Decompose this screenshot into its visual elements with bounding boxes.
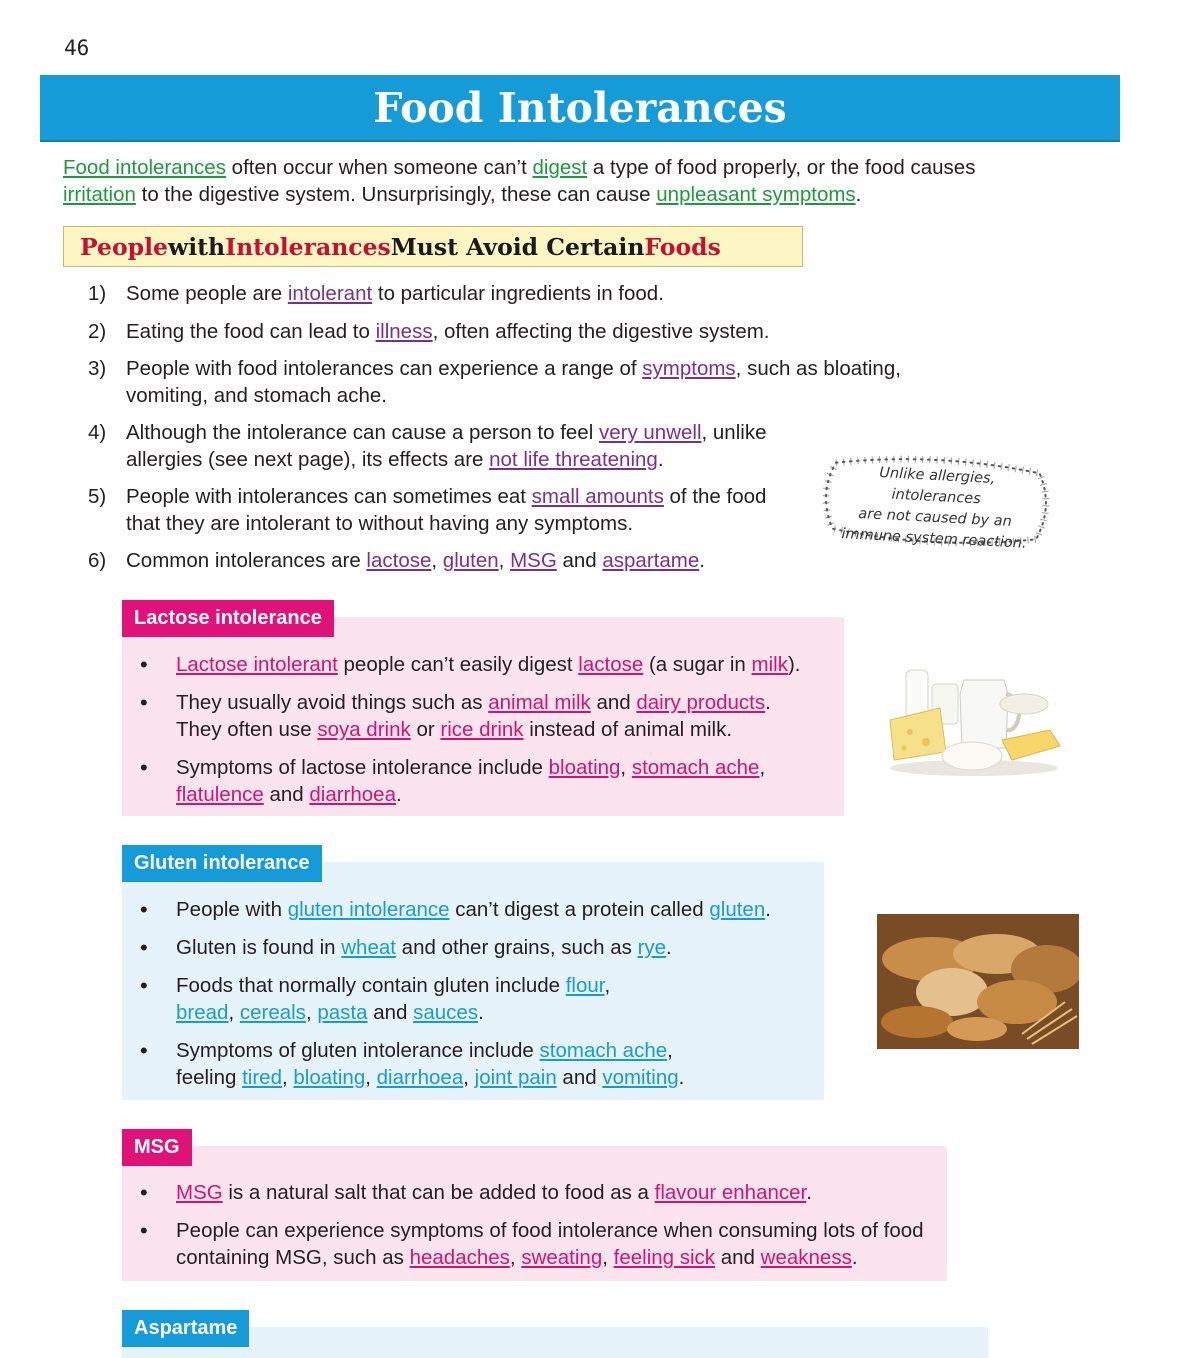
intro-text: . [855, 183, 862, 206]
intro-paragraph [63, 154, 1073, 208]
list-item [88, 281, 968, 308]
term-lactose-intolerant: Lactose intolerant [176, 653, 338, 676]
term-intolerant: intolerant [287, 282, 373, 305]
item-text: , [305, 1001, 318, 1024]
item-text: People can experience symptoms of food intolerance when consuming lots of food containing MSG, such as [176, 1219, 924, 1269]
item-text: . [666, 936, 672, 959]
heading-word: People [80, 232, 168, 261]
intro-text: a type of food properly, or the food causes [587, 156, 976, 179]
item-text: They usually avoid things such as [176, 691, 489, 714]
term-feeling-sick: feeling sick [613, 1246, 716, 1269]
item-text: , [365, 1066, 377, 1089]
page-number: 46 [64, 36, 90, 60]
lactose-bullets [122, 651, 822, 819]
term-diarrhoea: diarrhoea [376, 1066, 464, 1089]
term-lactose: lactose [578, 653, 644, 676]
item-text: feeling [176, 1066, 243, 1089]
term-symptoms: symptoms [642, 357, 736, 380]
item-text: or [410, 718, 441, 741]
item-text: ). [787, 653, 801, 676]
heading-word: Foods [644, 232, 721, 261]
item-number: 3) [88, 357, 107, 380]
gluten-bullets [122, 896, 812, 1102]
bread-illustration [877, 914, 1079, 1049]
item-number: 2) [88, 319, 107, 343]
term-joint-pain: joint pain [474, 1066, 557, 1089]
term-diarrhoea: diarrhoea [309, 783, 396, 806]
list-item [122, 1037, 812, 1091]
term-not-life-threatening: not life threatening [489, 447, 658, 471]
term-gluten: gluten [709, 898, 766, 921]
item-text: , [282, 1066, 294, 1089]
item-text: , [463, 1066, 475, 1089]
item-text: and [590, 691, 637, 714]
list-item [122, 1217, 937, 1271]
list-item [122, 651, 822, 678]
term-stomach-ache: stomach ache [539, 1039, 668, 1062]
list-item [122, 689, 822, 743]
item-text: and [263, 783, 310, 806]
item-text: , [602, 1246, 614, 1269]
item-text: Common intolerances are [126, 549, 367, 572]
item-text: and [715, 1246, 761, 1269]
item-text: . [478, 1001, 484, 1024]
item-text: , often affecting the digestive system. [432, 319, 770, 343]
item-text: , [509, 1246, 522, 1269]
item-text: Eating the food can lead to [126, 319, 376, 343]
list-item [122, 896, 812, 923]
term-animal-milk: animal milk [488, 691, 591, 714]
item-text: . [657, 447, 664, 471]
item-text: . [396, 783, 402, 806]
note-text [832, 461, 1040, 556]
item-text: and [556, 1066, 603, 1089]
item-number: 4) [88, 421, 107, 444]
term-msg: MSG [176, 1181, 223, 1204]
item-text: . [851, 1246, 858, 1269]
note-line: are not caused by an [857, 505, 1013, 530]
list-item [122, 1179, 937, 1206]
dairy-products-image [884, 660, 1064, 780]
item-text: , [620, 756, 632, 779]
item-text: , [759, 756, 766, 779]
term-soya-drink: soya drink [317, 718, 411, 741]
list-item [88, 319, 968, 346]
item-text: Foods that normally contain gluten include [176, 974, 566, 997]
page-title: Food Intolerances [373, 83, 787, 132]
term-gluten-intolerance: gluten intolerance [287, 898, 450, 921]
term-flavour-enhancer: flavour enhancer [654, 1181, 807, 1204]
aspartame-box [122, 1327, 988, 1358]
list-item [88, 484, 796, 537]
item-text: . [806, 1181, 812, 1204]
item-number: 1) [88, 282, 107, 305]
msg-heading: MSG [122, 1129, 192, 1166]
term-digest: digest [532, 156, 588, 179]
list-item [122, 934, 812, 961]
list-item [122, 754, 822, 808]
term-bread: bread [176, 1001, 229, 1024]
item-text: Although the intolerance can cause a person to feel [126, 421, 599, 444]
item-number: 5) [88, 485, 107, 508]
item-text: , [498, 549, 511, 572]
term-rye: rye [637, 936, 667, 959]
section-heading [63, 226, 803, 267]
item-text: People with food intolerances can experience a range of [126, 357, 643, 380]
item-text: They often use [176, 718, 318, 741]
term-flatulence: flatulence [176, 783, 264, 806]
term-tired: tired [242, 1066, 282, 1089]
list-item [88, 356, 976, 409]
list-item [88, 420, 796, 473]
heading-word: with [167, 232, 226, 261]
heading-word: Must Avoid Certain [390, 232, 645, 261]
term-weakness: weakness [760, 1246, 852, 1269]
term-unpleasant-symptoms: unpleasant symptoms [656, 183, 856, 206]
term-gluten: gluten [442, 549, 499, 572]
term-very-unwell: very unwell [598, 421, 702, 444]
intro-text: to the digestive system. Unsurprisingly, these can cause [135, 183, 657, 206]
side-note [820, 448, 1053, 552]
item-text: and [367, 1001, 414, 1024]
aspartame-heading: Aspartame [122, 1310, 249, 1347]
lactose-heading: Lactose intolerance [122, 600, 334, 637]
term-stomach-ache: stomach ache [631, 756, 760, 779]
list-item [122, 972, 812, 1026]
item-text: . [699, 549, 705, 572]
bread-image [877, 914, 1079, 1049]
term-milk: milk [751, 653, 788, 676]
item-text: , [604, 974, 611, 997]
term-sauces: sauces [413, 1001, 479, 1024]
item-number: 6) [88, 549, 107, 572]
term-rice-drink: rice drink [440, 718, 524, 741]
item-text: , [228, 1001, 240, 1024]
term-vomiting: vomiting [602, 1066, 679, 1089]
item-text: People with [176, 898, 288, 921]
item-text: . [765, 898, 771, 921]
note-line: immune system reaction. [840, 526, 1027, 552]
term-sweating: sweating [521, 1246, 603, 1269]
title-banner [40, 75, 1120, 142]
list-item [88, 548, 968, 575]
item-text: , unlike allergies (see next page), its effects are [126, 421, 767, 471]
item-text: , [667, 1039, 673, 1062]
item-text: to particular ingredients in food. [372, 282, 664, 305]
item-text: Some people are [126, 282, 288, 305]
item-text: . [765, 691, 771, 714]
term-bloating: bloating [548, 756, 621, 779]
item-text: and other grains, such as [395, 936, 638, 959]
term-bloating: bloating [293, 1066, 366, 1089]
term-illness: illness [375, 319, 433, 343]
term-cereals: cereals [239, 1001, 306, 1024]
term-food-intolerances: Food intolerances [63, 156, 226, 179]
item-text: . [678, 1066, 685, 1089]
item-text: , [431, 549, 443, 572]
heading-word: Intolerances [225, 232, 391, 261]
gluten-heading: Gluten intolerance [122, 845, 322, 882]
item-text: and [556, 549, 603, 572]
term-dairy-products: dairy products [636, 691, 766, 714]
term-small-amounts: small amounts [531, 485, 664, 508]
msg-bullets [122, 1179, 937, 1282]
term-lactose: lactose [366, 549, 432, 572]
item-text: can’t digest a protein called [449, 898, 710, 921]
intro-text: often occur when someone can’t [225, 156, 533, 179]
term-aspartame: aspartame [602, 549, 700, 572]
item-text: Symptoms of lactose intolerance include [176, 756, 549, 779]
item-text: of the food that they are intolerant to without having any symptoms. [126, 485, 767, 535]
item-text: people can’t easily digest [337, 653, 579, 676]
term-irritation: irritation [63, 183, 136, 206]
term-msg: MSG [510, 549, 557, 572]
term-flour: flour [565, 974, 605, 997]
note-line: Unlike allergies, intolerances [878, 465, 996, 508]
item-text: Symptoms of gluten intolerance include [176, 1039, 540, 1062]
dairy-illustration [884, 660, 1064, 780]
item-text: (a sugar in [643, 653, 752, 676]
term-pasta: pasta [317, 1001, 368, 1024]
item-text: Gluten is found in [176, 936, 342, 959]
item-text: is a natural salt that can be added to food as a [222, 1181, 655, 1204]
term-headaches: headaches [409, 1246, 510, 1269]
item-text: , such as bloating, vomiting, and stomach ache. [126, 357, 901, 407]
item-text: instead of animal milk. [523, 718, 733, 741]
item-text: People with intolerances can sometimes eat [126, 485, 532, 508]
term-wheat: wheat [341, 936, 396, 959]
